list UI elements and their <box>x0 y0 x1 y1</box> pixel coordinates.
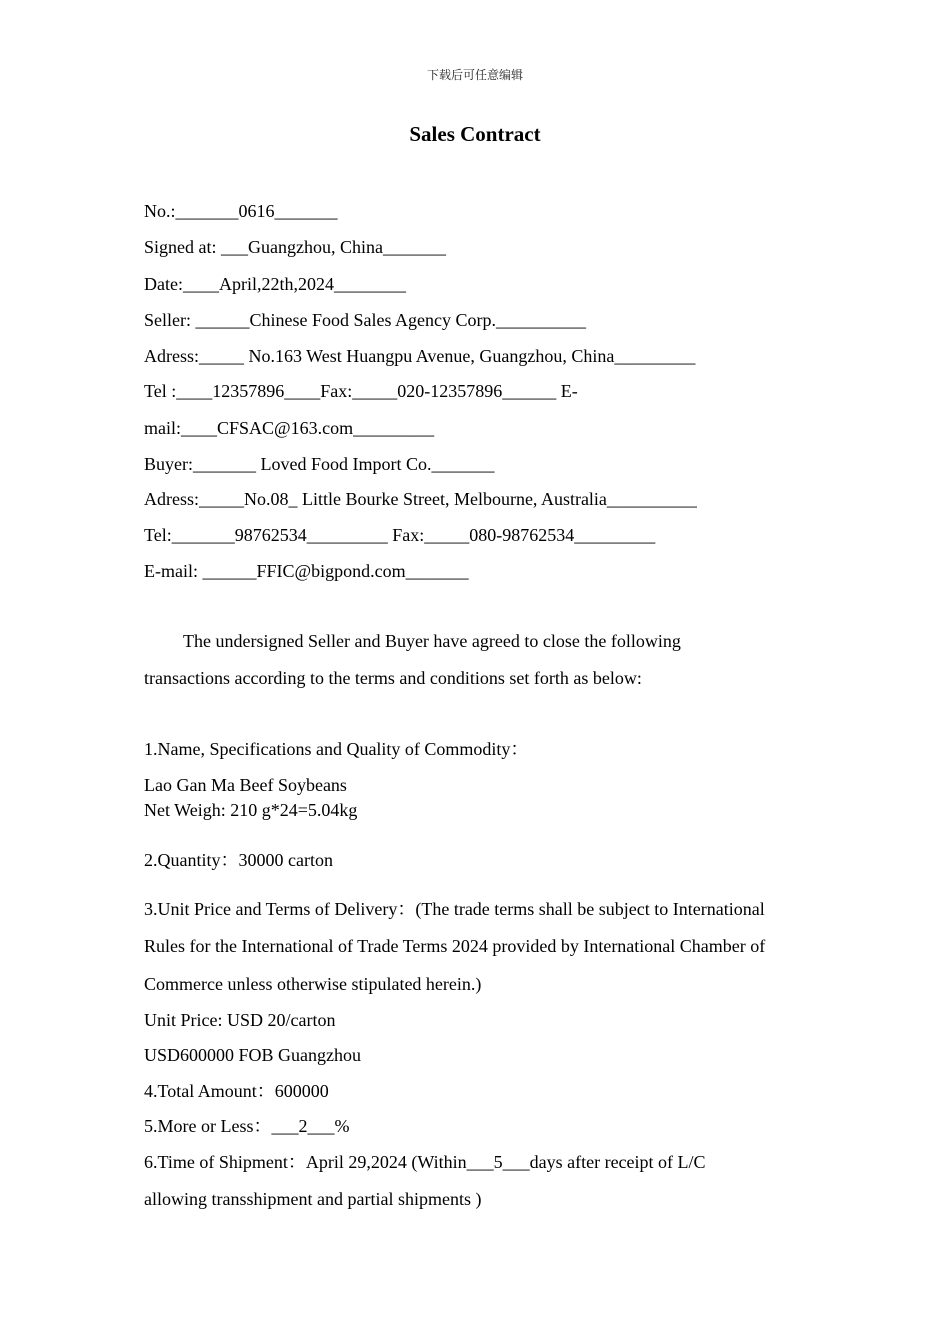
document-title: Sales Contract <box>409 122 541 146</box>
clause-3-line-2: Rules for the International of Trade Terms 2024 provided by International Chamber of <box>144 936 766 956</box>
clause-2-quantity: 2.Quantity：30000 carton <box>144 850 333 870</box>
intro-paragraph-line-2: transactions according to the terms and conditions set forth as below: <box>144 668 642 688</box>
intro-paragraph-line-1: The undersigned Seller and Buyer have agreed to close the following <box>183 631 681 651</box>
seller-tel-fax: Tel :____12357896____Fax:_____020-12357896______ E- <box>144 381 578 401</box>
commodity-net-weight: Net Weigh: 210 g*24=5.04kg <box>144 800 358 820</box>
buyer-tel-fax: Tel:_______98762534_________ Fax:_____080-98762534_________ <box>144 525 656 545</box>
seller-name: Seller: ______Chinese Food Sales Agency Corp.__________ <box>144 310 586 330</box>
clause-4-total-amount: 4.Total Amount：600000 <box>144 1081 329 1101</box>
clause-3-line-3: Commerce unless otherwise stipulated herein.) <box>144 974 482 994</box>
fob-price: USD600000 FOB Guangzhou <box>144 1045 362 1065</box>
signed-at: Signed at: ___Guangzhou, China_______ <box>144 237 446 257</box>
page-header-note: 下载后可任意编辑 <box>426 68 523 82</box>
commodity-name: Lao Gan Ma Beef Soybeans <box>144 775 347 795</box>
contract-date: Date:____April,22th,2024________ <box>144 274 406 294</box>
seller-address: Adress:_____ No.163 West Huangpu Avenue, Guangzhou, China_________ <box>144 346 696 366</box>
seller-email: mail:____CFSAC@163.com_________ <box>144 418 435 438</box>
buyer-name: Buyer:_______ Loved Food Import Co._______ <box>144 454 495 474</box>
clause-5-more-or-less: 5.More or Less：___2___% <box>144 1116 350 1136</box>
unit-price: Unit Price: USD 20/carton <box>144 1010 336 1030</box>
clause-6-line-1: 6.Time of Shipment：April 29,2024 (Within___5___days after receipt of L/C <box>144 1152 706 1172</box>
clause-6-line-2: allowing transshipment and partial shipments ) <box>144 1189 482 1209</box>
clause-3-line-1: 3.Unit Price and Terms of Delivery：(The trade terms shall be subject to International <box>144 899 765 919</box>
clause-1-title: 1.Name, Specifications and Quality of Commodity： <box>144 739 529 759</box>
buyer-email: E-mail: ______FFIC@bigpond.com_______ <box>144 561 469 581</box>
contract-number: No.:_______0616_______ <box>144 201 338 221</box>
buyer-address: Adress:_____No.08_ Little Bourke Street, Melbourne, Australia__________ <box>144 489 697 509</box>
